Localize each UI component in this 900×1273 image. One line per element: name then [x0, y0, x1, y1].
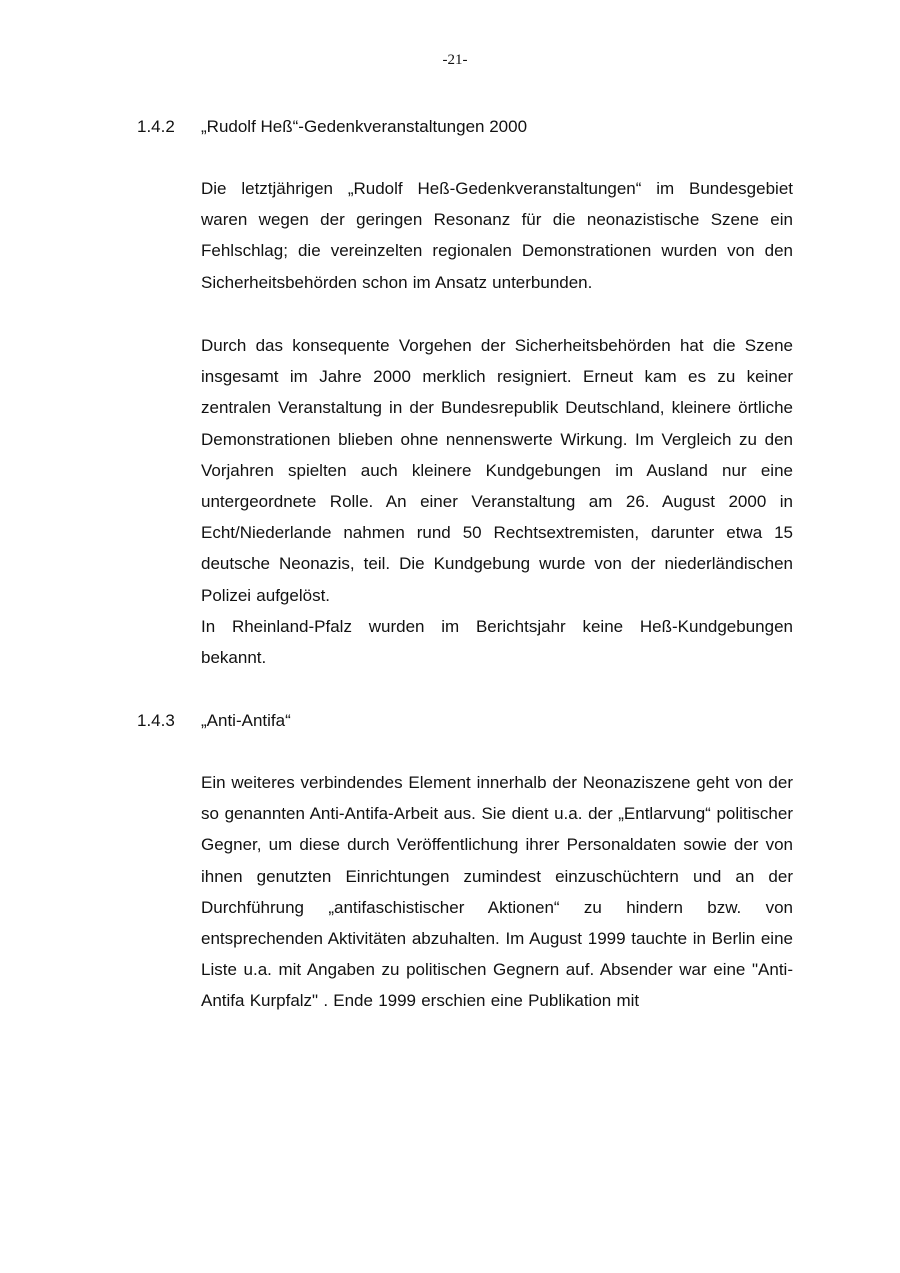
paragraph: Die letztjährigen „Rudolf Heß-Gedenkveranstaltungen“ im Bundesgebiet waren wegen der geringen Resonanz für die neonazistische Szene ein Fehlschlag; die vereinzelten regionalen Demonstrationen wurden von den Sicherheitsbehörden schon im Ansatz unterbunden.	[201, 179, 793, 292]
section-number: 1.4.3	[137, 711, 175, 730]
section-title: „Rudolf Heß“-Gedenkveranstaltungen 2000	[201, 117, 528, 136]
section-title: „Anti-Antifa“	[201, 711, 291, 730]
page-number: -21-	[442, 52, 468, 68]
section-heading-1-4-3	[137, 711, 291, 731]
section-number: 1.4.2	[137, 117, 175, 136]
section-heading-1-4-2	[137, 117, 527, 137]
paragraph: In Rheinland-Pfalz wurden im Berichtsjahr keine Heß-Kundgebungen bekannt.	[201, 617, 793, 668]
paragraph: Ein weiteres verbindendes Element innerhalb der Neonaziszene geht von der so genannten Anti-Antifa-Arbeit aus. Sie dient u.a. der „Entlarvung“ politischer Gegner, um diese durch Veröffentlichung ihrer Personaldaten sowie der von ihnen genutzten Einrichtungen zumindest einzuschüchtern und an der Durchführung „antifaschistischer Aktionen“ zu hindern bzw. von entsprechenden Aktivitäten abzuhalten. Im August 1999 tauchte in Berlin eine Liste u.a. mit Angaben zu politischen Gegnern auf. Absender war eine "Anti-Antifa Kurpfalz" . Ende 1999 erschien eine Publikation mit	[201, 773, 793, 1011]
paragraph: Durch das konsequente Vorgehen der Sicherheitsbehörden hat die Szene insgesamt im Jahre 2000 merklich resigniert. Erneut kam es zu keiner zentralen Veranstaltung in der Bundesrepublik Deutschland, kleinere örtliche Demonstrationen blieben ohne nennenswerte Wirkung. Im Vergleich zu den Vorjahren spielten auch kleinere Kundgebungen im Ausland nur eine untergeordnete Rolle. An einer Veranstaltung am 26. August 2000 in Echt/Niederlande nahmen rund 50 Rechtsextremisten, darunter etwa 15 deutsche Neonazis, teil. Die Kundgebung wurde von der niederländischen Polizei aufgelöst.	[201, 336, 793, 605]
